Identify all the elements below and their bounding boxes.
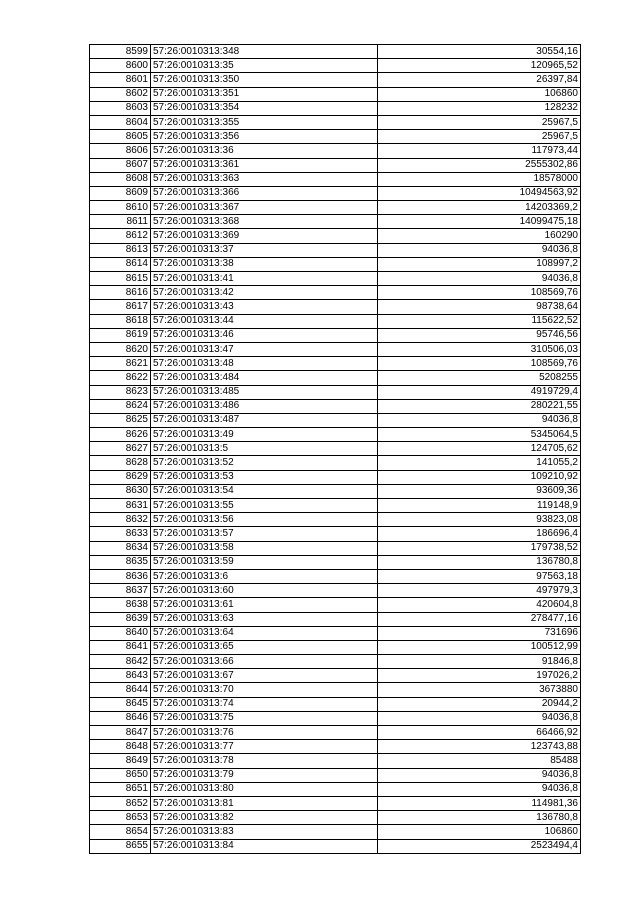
row-number-cell: 8653 bbox=[90, 811, 151, 825]
row-number-cell: 8615 bbox=[90, 272, 151, 286]
value-cell: 731696 bbox=[378, 626, 581, 640]
table-row bbox=[90, 442, 581, 456]
value-cell: 30554,16 bbox=[378, 45, 581, 59]
table-row bbox=[90, 711, 581, 725]
table-row bbox=[90, 115, 581, 129]
value-cell: 94036,8 bbox=[378, 272, 581, 286]
cadastral-number-cell: 57:26:0010313:36 bbox=[151, 144, 378, 158]
value-cell: 94036,8 bbox=[378, 768, 581, 782]
row-number-cell: 8647 bbox=[90, 726, 151, 740]
value-cell: 278477,16 bbox=[378, 612, 581, 626]
cadastral-number-cell: 57:26:0010313:484 bbox=[151, 371, 378, 385]
cadastral-number-cell: 57:26:0010313:369 bbox=[151, 229, 378, 243]
row-number-cell: 8643 bbox=[90, 669, 151, 683]
value-cell: 94036,8 bbox=[378, 711, 581, 725]
table-row bbox=[90, 555, 581, 569]
cadastral-number-cell: 57:26:0010313:43 bbox=[151, 300, 378, 314]
row-number-cell: 8648 bbox=[90, 740, 151, 754]
row-number-cell: 8649 bbox=[90, 754, 151, 768]
cadastral-number-cell: 57:26:0010313:47 bbox=[151, 342, 378, 356]
cadastral-number-cell: 57:26:0010313:486 bbox=[151, 399, 378, 413]
value-cell: 179738,52 bbox=[378, 541, 581, 555]
table-row bbox=[90, 726, 581, 740]
table-row bbox=[90, 130, 581, 144]
cadastral-number-cell: 57:26:0010313:52 bbox=[151, 456, 378, 470]
row-number-cell: 8627 bbox=[90, 442, 151, 456]
table-row bbox=[90, 229, 581, 243]
value-cell: 95746,56 bbox=[378, 328, 581, 342]
cadastral-number-cell: 57:26:0010313:56 bbox=[151, 513, 378, 527]
table-row bbox=[90, 541, 581, 555]
row-number-cell: 8631 bbox=[90, 499, 151, 513]
row-number-cell: 8654 bbox=[90, 825, 151, 839]
cadastral-number-cell: 57:26:0010313:54 bbox=[151, 484, 378, 498]
cadastral-number-cell: 57:26:0010313:37 bbox=[151, 243, 378, 257]
cadastral-number-cell: 57:26:0010313:361 bbox=[151, 158, 378, 172]
row-number-cell: 8620 bbox=[90, 342, 151, 356]
table-row bbox=[90, 73, 581, 87]
row-number-cell: 8638 bbox=[90, 598, 151, 612]
table-row bbox=[90, 484, 581, 498]
value-cell: 109210,92 bbox=[378, 470, 581, 484]
value-cell: 5208255 bbox=[378, 371, 581, 385]
row-number-cell: 8618 bbox=[90, 314, 151, 328]
cadastral-number-cell: 57:26:0010313:74 bbox=[151, 697, 378, 711]
row-number-cell: 8628 bbox=[90, 456, 151, 470]
cadastral-number-cell: 57:26:0010313:350 bbox=[151, 73, 378, 87]
table-row bbox=[90, 172, 581, 186]
cadastral-number-cell: 57:26:0010313:80 bbox=[151, 782, 378, 796]
value-cell: 2523494,4 bbox=[378, 839, 581, 853]
value-cell: 98738,64 bbox=[378, 300, 581, 314]
row-number-cell: 8603 bbox=[90, 101, 151, 115]
cadastral-number-cell: 57:26:0010313:366 bbox=[151, 186, 378, 200]
table-row bbox=[90, 697, 581, 711]
row-number-cell: 8610 bbox=[90, 201, 151, 215]
table-row bbox=[90, 144, 581, 158]
cadastral-number-cell: 57:26:0010313:356 bbox=[151, 130, 378, 144]
cadastral-number-cell: 57:26:0010313:59 bbox=[151, 555, 378, 569]
value-cell: 124705,62 bbox=[378, 442, 581, 456]
table-row bbox=[90, 158, 581, 172]
cadastral-number-cell: 57:26:0010313:63 bbox=[151, 612, 378, 626]
row-number-cell: 8619 bbox=[90, 328, 151, 342]
table-row bbox=[90, 87, 581, 101]
value-cell: 14203369,2 bbox=[378, 201, 581, 215]
table-row bbox=[90, 640, 581, 654]
value-cell: 3673880 bbox=[378, 683, 581, 697]
row-number-cell: 8652 bbox=[90, 796, 151, 810]
table-row bbox=[90, 399, 581, 413]
cadastral-number-cell: 57:26:0010313:354 bbox=[151, 101, 378, 115]
cadastral-number-cell: 57:26:0010313:355 bbox=[151, 115, 378, 129]
cadastral-number-cell: 57:26:0010313:485 bbox=[151, 385, 378, 399]
row-number-cell: 8646 bbox=[90, 711, 151, 725]
value-cell: 114981,36 bbox=[378, 796, 581, 810]
cadastral-number-cell: 57:26:0010313:81 bbox=[151, 796, 378, 810]
cadastral-number-cell: 57:26:0010313:79 bbox=[151, 768, 378, 782]
cadastral-number-cell: 57:26:0010313:6 bbox=[151, 569, 378, 583]
row-number-cell: 8604 bbox=[90, 115, 151, 129]
row-number-cell: 8626 bbox=[90, 428, 151, 442]
cadastral-number-cell: 57:26:0010313:83 bbox=[151, 825, 378, 839]
row-number-cell: 8611 bbox=[90, 215, 151, 229]
value-cell: 20944,2 bbox=[378, 697, 581, 711]
value-cell: 120965,52 bbox=[378, 59, 581, 73]
table-row bbox=[90, 286, 581, 300]
row-number-cell: 8608 bbox=[90, 172, 151, 186]
row-number-cell: 8640 bbox=[90, 626, 151, 640]
cadastral-number-cell: 57:26:0010313:53 bbox=[151, 470, 378, 484]
table-row bbox=[90, 385, 581, 399]
table-body bbox=[90, 45, 581, 854]
value-cell: 497979,3 bbox=[378, 584, 581, 598]
value-cell: 136780,8 bbox=[378, 811, 581, 825]
cadastral-number-cell: 57:26:0010313:65 bbox=[151, 640, 378, 654]
value-cell: 119148,9 bbox=[378, 499, 581, 513]
table-row bbox=[90, 655, 581, 669]
table-row bbox=[90, 527, 581, 541]
row-number-cell: 8636 bbox=[90, 569, 151, 583]
table-row bbox=[90, 342, 581, 356]
cadastral-number-cell: 57:26:0010313:41 bbox=[151, 272, 378, 286]
cadastral-number-cell: 57:26:0010313:77 bbox=[151, 740, 378, 754]
cadastral-number-cell: 57:26:0010313:84 bbox=[151, 839, 378, 853]
value-cell: 93823,08 bbox=[378, 513, 581, 527]
value-cell: 160290 bbox=[378, 229, 581, 243]
value-cell: 100512,99 bbox=[378, 640, 581, 654]
cadastral-number-cell: 57:26:0010313:367 bbox=[151, 201, 378, 215]
value-cell: 97563,18 bbox=[378, 569, 581, 583]
value-cell: 14099475,18 bbox=[378, 215, 581, 229]
value-cell: 94036,8 bbox=[378, 243, 581, 257]
cadastral-number-cell: 57:26:0010313:58 bbox=[151, 541, 378, 555]
value-cell: 128232 bbox=[378, 101, 581, 115]
row-number-cell: 8630 bbox=[90, 484, 151, 498]
row-number-cell: 8634 bbox=[90, 541, 151, 555]
cadastral-number-cell: 57:26:0010313:82 bbox=[151, 811, 378, 825]
row-number-cell: 8629 bbox=[90, 470, 151, 484]
table-row bbox=[90, 413, 581, 427]
cadastral-number-cell: 57:26:0010313:49 bbox=[151, 428, 378, 442]
cadastral-number-cell: 57:26:0010313:60 bbox=[151, 584, 378, 598]
cadastral-number-cell: 57:26:0010313:61 bbox=[151, 598, 378, 612]
table-row bbox=[90, 598, 581, 612]
row-number-cell: 8614 bbox=[90, 257, 151, 271]
table-row bbox=[90, 584, 581, 598]
row-number-cell: 8621 bbox=[90, 357, 151, 371]
table-row bbox=[90, 499, 581, 513]
table-row bbox=[90, 768, 581, 782]
value-cell: 18578000 bbox=[378, 172, 581, 186]
table-row bbox=[90, 839, 581, 853]
value-cell: 26397,84 bbox=[378, 73, 581, 87]
cadastral-number-cell: 57:26:0010313:46 bbox=[151, 328, 378, 342]
row-number-cell: 8625 bbox=[90, 413, 151, 427]
row-number-cell: 8613 bbox=[90, 243, 151, 257]
table-row bbox=[90, 314, 581, 328]
value-cell: 10494563,92 bbox=[378, 186, 581, 200]
cadastral-value-table bbox=[89, 44, 581, 854]
table-row bbox=[90, 796, 581, 810]
cadastral-number-cell: 57:26:0010313:66 bbox=[151, 655, 378, 669]
row-number-cell: 8622 bbox=[90, 371, 151, 385]
value-cell: 310506,03 bbox=[378, 342, 581, 356]
value-cell: 5345064,5 bbox=[378, 428, 581, 442]
value-cell: 141055,2 bbox=[378, 456, 581, 470]
value-cell: 25967,5 bbox=[378, 115, 581, 129]
row-number-cell: 8637 bbox=[90, 584, 151, 598]
table-row bbox=[90, 243, 581, 257]
cadastral-number-cell: 57:26:0010313:487 bbox=[151, 413, 378, 427]
value-cell: 280221,55 bbox=[378, 399, 581, 413]
value-cell: 91846,8 bbox=[378, 655, 581, 669]
table-row bbox=[90, 456, 581, 470]
row-number-cell: 8650 bbox=[90, 768, 151, 782]
table-row bbox=[90, 825, 581, 839]
cadastral-number-cell: 57:26:0010313:78 bbox=[151, 754, 378, 768]
row-number-cell: 8641 bbox=[90, 640, 151, 654]
cadastral-number-cell: 57:26:0010313:55 bbox=[151, 499, 378, 513]
value-cell: 66466,92 bbox=[378, 726, 581, 740]
cadastral-number-cell: 57:26:0010313:363 bbox=[151, 172, 378, 186]
row-number-cell: 8639 bbox=[90, 612, 151, 626]
cadastral-number-cell: 57:26:0010313:64 bbox=[151, 626, 378, 640]
table-row bbox=[90, 45, 581, 59]
table-row bbox=[90, 612, 581, 626]
value-cell: 108997,2 bbox=[378, 257, 581, 271]
value-cell: 106860 bbox=[378, 825, 581, 839]
row-number-cell: 8651 bbox=[90, 782, 151, 796]
row-number-cell: 8609 bbox=[90, 186, 151, 200]
cadastral-number-cell: 57:26:0010313:70 bbox=[151, 683, 378, 697]
row-number-cell: 8632 bbox=[90, 513, 151, 527]
table-row bbox=[90, 59, 581, 73]
row-number-cell: 8635 bbox=[90, 555, 151, 569]
value-cell: 94036,8 bbox=[378, 413, 581, 427]
cadastral-number-cell: 57:26:0010313:5 bbox=[151, 442, 378, 456]
row-number-cell: 8612 bbox=[90, 229, 151, 243]
table-row bbox=[90, 328, 581, 342]
table-row bbox=[90, 186, 581, 200]
table-row bbox=[90, 782, 581, 796]
row-number-cell: 8605 bbox=[90, 130, 151, 144]
row-number-cell: 8606 bbox=[90, 144, 151, 158]
table-row bbox=[90, 357, 581, 371]
cadastral-number-cell: 57:26:0010313:67 bbox=[151, 669, 378, 683]
table-row bbox=[90, 272, 581, 286]
table-row bbox=[90, 669, 581, 683]
table-row bbox=[90, 371, 581, 385]
row-number-cell: 8601 bbox=[90, 73, 151, 87]
row-number-cell: 8642 bbox=[90, 655, 151, 669]
table-row bbox=[90, 201, 581, 215]
value-cell: 94036,8 bbox=[378, 782, 581, 796]
row-number-cell: 8655 bbox=[90, 839, 151, 853]
row-number-cell: 8617 bbox=[90, 300, 151, 314]
value-cell: 186696,4 bbox=[378, 527, 581, 541]
cadastral-number-cell: 57:26:0010313:42 bbox=[151, 286, 378, 300]
table-row bbox=[90, 740, 581, 754]
value-cell: 136780,8 bbox=[378, 555, 581, 569]
row-number-cell: 8616 bbox=[90, 286, 151, 300]
cadastral-number-cell: 57:26:0010313:44 bbox=[151, 314, 378, 328]
value-cell: 420604,8 bbox=[378, 598, 581, 612]
table-row bbox=[90, 754, 581, 768]
table-row bbox=[90, 470, 581, 484]
cadastral-number-cell: 57:26:0010313:38 bbox=[151, 257, 378, 271]
table-row bbox=[90, 215, 581, 229]
cadastral-number-cell: 57:26:0010313:348 bbox=[151, 45, 378, 59]
row-number-cell: 8645 bbox=[90, 697, 151, 711]
cadastral-number-cell: 57:26:0010313:75 bbox=[151, 711, 378, 725]
cadastral-number-cell: 57:26:0010313:48 bbox=[151, 357, 378, 371]
row-number-cell: 8623 bbox=[90, 385, 151, 399]
table-row bbox=[90, 300, 581, 314]
value-cell: 93609,36 bbox=[378, 484, 581, 498]
value-cell: 108569,76 bbox=[378, 357, 581, 371]
row-number-cell: 8633 bbox=[90, 527, 151, 541]
table-row bbox=[90, 428, 581, 442]
table-row bbox=[90, 626, 581, 640]
cadastral-number-cell: 57:26:0010313:57 bbox=[151, 527, 378, 541]
cadastral-number-cell: 57:26:0010313:76 bbox=[151, 726, 378, 740]
row-number-cell: 8602 bbox=[90, 87, 151, 101]
table-row bbox=[90, 683, 581, 697]
value-cell: 117973,44 bbox=[378, 144, 581, 158]
value-cell: 25967,5 bbox=[378, 130, 581, 144]
value-cell: 108569,76 bbox=[378, 286, 581, 300]
value-cell: 4919729,4 bbox=[378, 385, 581, 399]
row-number-cell: 8607 bbox=[90, 158, 151, 172]
value-cell: 106860 bbox=[378, 87, 581, 101]
row-number-cell: 8600 bbox=[90, 59, 151, 73]
table-row bbox=[90, 513, 581, 527]
cadastral-number-cell: 57:26:0010313:351 bbox=[151, 87, 378, 101]
row-number-cell: 8624 bbox=[90, 399, 151, 413]
value-cell: 197026,2 bbox=[378, 669, 581, 683]
table-row bbox=[90, 257, 581, 271]
cadastral-number-cell: 57:26:0010313:368 bbox=[151, 215, 378, 229]
row-number-cell: 8644 bbox=[90, 683, 151, 697]
table-row bbox=[90, 101, 581, 115]
value-cell: 2555302,86 bbox=[378, 158, 581, 172]
value-cell: 115622,52 bbox=[378, 314, 581, 328]
value-cell: 123743,88 bbox=[378, 740, 581, 754]
table-row bbox=[90, 811, 581, 825]
row-number-cell: 8599 bbox=[90, 45, 151, 59]
table-row bbox=[90, 569, 581, 583]
value-cell: 85488 bbox=[378, 754, 581, 768]
cadastral-number-cell: 57:26:0010313:35 bbox=[151, 59, 378, 73]
